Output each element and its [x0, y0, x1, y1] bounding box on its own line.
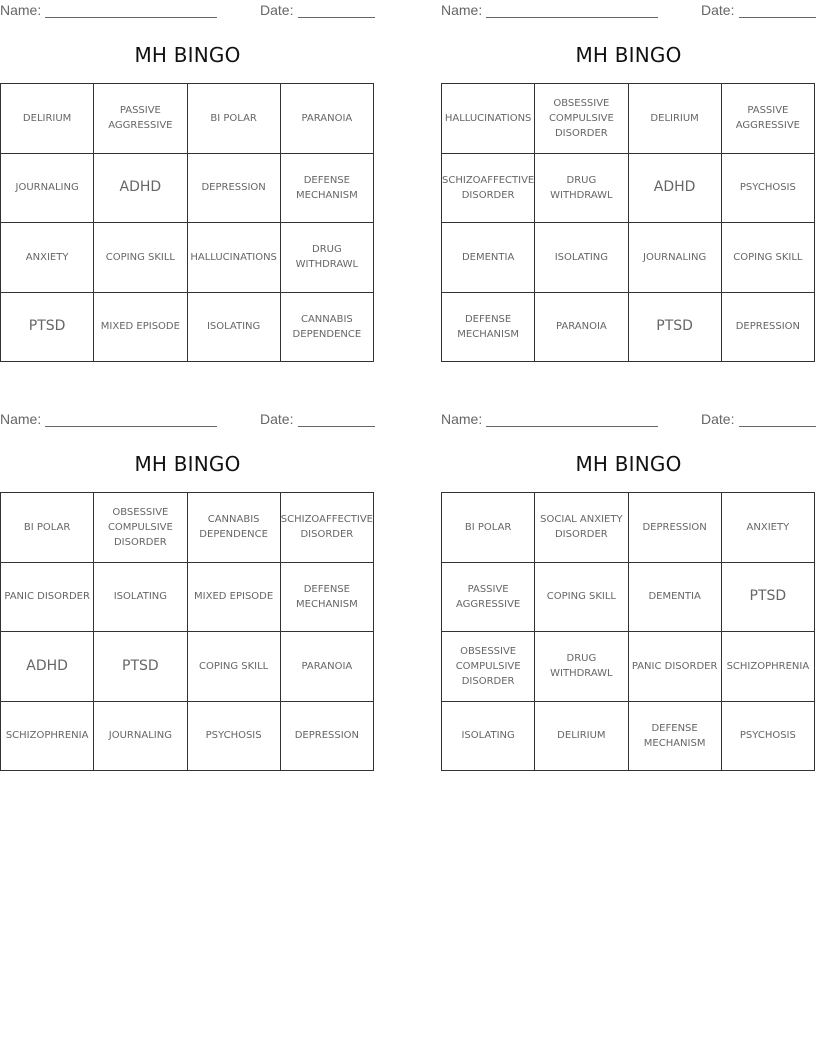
bingo-cell: BI POLAR: [188, 84, 281, 154]
bingo-cell: PTSD: [722, 563, 815, 633]
bingo-card-1: [0, 0, 375, 365]
bingo-cell: PARANOIA: [535, 293, 628, 363]
bingo-cell: DEPRESSION: [629, 493, 722, 563]
card-title: MH BINGO: [575, 43, 682, 67]
bingo-cell: DEMENTIA: [442, 223, 535, 293]
bingo-cell: HALLUCINATIONS: [442, 84, 535, 154]
card-header: [0, 2, 375, 20]
card-header: [0, 411, 375, 429]
bingo-cell: PTSD: [1, 293, 94, 363]
date-field-line: [298, 17, 375, 18]
bingo-grid: [441, 83, 815, 362]
bingo-cell: DEMENTIA: [629, 563, 722, 633]
bingo-cell: COPING SKILL: [94, 223, 187, 293]
bingo-grid: [0, 492, 374, 771]
bingo-cell: ADHD: [629, 154, 722, 224]
bingo-cell: COPING SKILL: [188, 632, 281, 702]
bingo-cell: ANXIETY: [722, 493, 815, 563]
bingo-cell: PSYCHOSIS: [188, 702, 281, 772]
bingo-cell: PSYCHOSIS: [722, 702, 815, 772]
bingo-cell: SCHIZOAFFECTIVE DISORDER: [281, 493, 374, 563]
bingo-cell: JOURNALING: [1, 154, 94, 224]
card-title: MH BINGO: [134, 452, 241, 476]
bingo-cell: PSYCHOSIS: [722, 154, 815, 224]
bingo-cell: PTSD: [629, 293, 722, 363]
bingo-cell: ISOLATING: [188, 293, 281, 363]
name-field-line: [486, 17, 658, 18]
bingo-cell: MIXED EPISODE: [94, 293, 187, 363]
bingo-cell: DELIRIUM: [535, 702, 628, 772]
card-title: MH BINGO: [134, 43, 241, 67]
bingo-cell: DEFENSE MECHANISM: [629, 702, 722, 772]
date-label: Date:: [260, 411, 294, 427]
bingo-cell: DEPRESSION: [722, 293, 815, 363]
bingo-cell: DRUG WITHDRAWL: [535, 154, 628, 224]
bingo-cell: DEPRESSION: [281, 702, 374, 772]
bingo-cell: DRUG WITHDRAWL: [535, 632, 628, 702]
bingo-cell: ISOLATING: [442, 702, 535, 772]
date-field-line: [739, 426, 816, 427]
bingo-cell: DELIRIUM: [1, 84, 94, 154]
date-label: Date:: [260, 2, 294, 18]
bingo-cell: PTSD: [94, 632, 187, 702]
bingo-cell: COPING SKILL: [722, 223, 815, 293]
bingo-cell: SCHIZOAFFECTIVE DISORDER: [442, 154, 535, 224]
date-field-line: [298, 426, 375, 427]
bingo-card-4: [441, 409, 816, 774]
bingo-grid: [441, 492, 815, 771]
name-label: Name:: [441, 2, 483, 18]
date-field-line: [739, 17, 816, 18]
bingo-cell: HALLUCINATIONS: [188, 223, 281, 293]
bingo-cell: BI POLAR: [442, 493, 535, 563]
date-label: Date:: [701, 411, 735, 427]
bingo-cell: MIXED EPISODE: [188, 563, 281, 633]
bingo-cell: JOURNALING: [629, 223, 722, 293]
bingo-cell: OBSESSIVE COMPULSIVE DISORDER: [442, 632, 535, 702]
bingo-cell: PASSIVE AGGRESSIVE: [94, 84, 187, 154]
bingo-cell: DELIRIUM: [629, 84, 722, 154]
card-title: MH BINGO: [575, 452, 682, 476]
bingo-cell: ISOLATING: [94, 563, 187, 633]
name-label: Name:: [441, 411, 483, 427]
bingo-card-3: [0, 409, 375, 774]
name-field-line: [45, 426, 217, 427]
bingo-cell: CANNABIS DEPENDENCE: [188, 493, 281, 563]
bingo-card-2: [441, 0, 816, 365]
bingo-cell: DEFENSE MECHANISM: [442, 293, 535, 363]
bingo-cell: SCHIZOPHRENIA: [1, 702, 94, 772]
card-header: [441, 2, 816, 20]
bingo-cell: DEFENSE MECHANISM: [281, 154, 374, 224]
bingo-cell: PARANOIA: [281, 84, 374, 154]
bingo-cell: SCHIZOPHRENIA: [722, 632, 815, 702]
bingo-cell: DRUG WITHDRAWL: [281, 223, 374, 293]
name-field-line: [486, 426, 658, 427]
bingo-cell: PARANOIA: [281, 632, 374, 702]
bingo-grid: [0, 83, 374, 362]
bingo-cell: PASSIVE AGGRESSIVE: [442, 563, 535, 633]
bingo-cell: BI POLAR: [1, 493, 94, 563]
bingo-cell: OBSESSIVE COMPULSIVE DISORDER: [94, 493, 187, 563]
bingo-cell: ADHD: [94, 154, 187, 224]
bingo-cell: CANNABIS DEPENDENCE: [281, 293, 374, 363]
bingo-cell: PANIC DISORDER: [629, 632, 722, 702]
bingo-cell: JOURNALING: [94, 702, 187, 772]
bingo-cell: OBSESSIVE COMPULSIVE DISORDER: [535, 84, 628, 154]
bingo-cell: ANXIETY: [1, 223, 94, 293]
bingo-cell: ISOLATING: [535, 223, 628, 293]
bingo-cell: DEPRESSION: [188, 154, 281, 224]
bingo-cell: COPING SKILL: [535, 563, 628, 633]
bingo-cell: PASSIVE AGGRESSIVE: [722, 84, 815, 154]
card-header: [441, 411, 816, 429]
bingo-cell: ADHD: [1, 632, 94, 702]
bingo-cell: SOCIAL ANXIETY DISORDER: [535, 493, 628, 563]
bingo-cell: PANIC DISORDER: [1, 563, 94, 633]
name-label: Name:: [0, 411, 42, 427]
name-field-line: [45, 17, 217, 18]
bingo-cell: DEFENSE MECHANISM: [281, 563, 374, 633]
date-label: Date:: [701, 2, 735, 18]
name-label: Name:: [0, 2, 42, 18]
